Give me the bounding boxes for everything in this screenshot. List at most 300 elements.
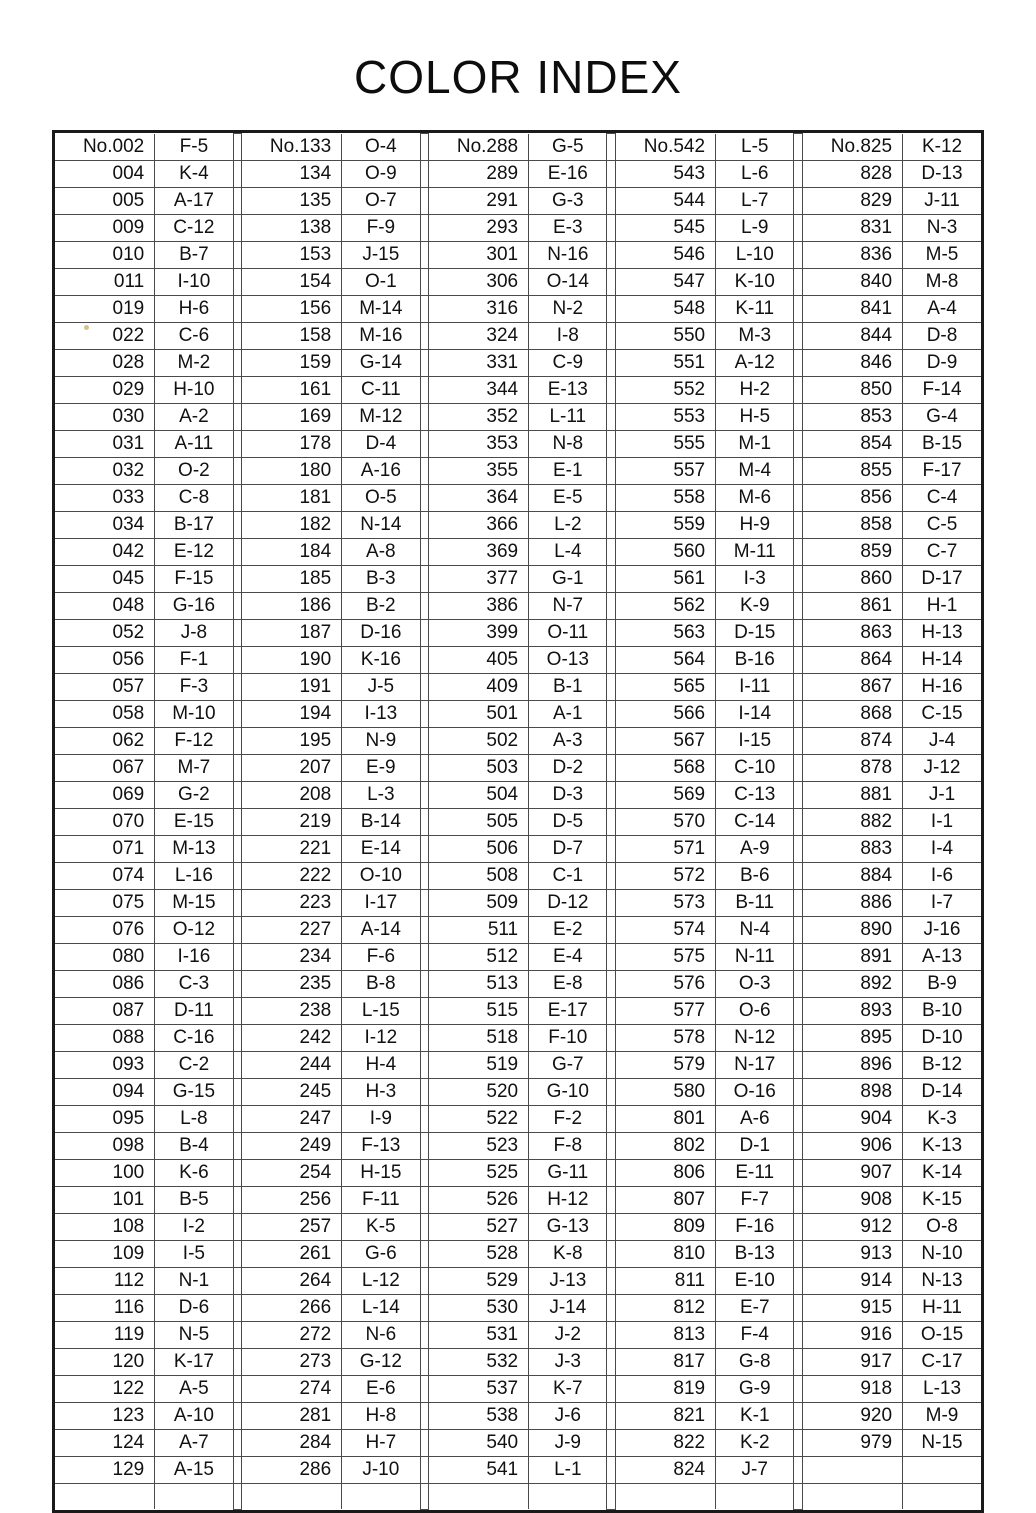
index-code-cell: H-14 [903,646,981,673]
index-number-cell: 324 [429,322,529,349]
column-separator [607,700,616,727]
index-number-cell: No.542 [616,134,716,161]
index-code-cell: B-17 [155,511,233,538]
index-number-cell: 850 [803,376,903,403]
column-separator [607,1159,616,1186]
column-separator [420,241,429,268]
index-number-cell: 195 [242,727,342,754]
column-separator [794,1456,803,1483]
index-code-cell: D-13 [903,160,981,187]
index-number-cell: 056 [55,646,155,673]
index-code-cell: N-14 [342,511,420,538]
column-separator [794,295,803,322]
index-number-cell: 386 [429,592,529,619]
index-code-cell: O-6 [716,997,794,1024]
column-separator [794,1321,803,1348]
column-separator [233,349,242,376]
index-number-cell: 860 [803,565,903,592]
index-number-cell: No.133 [242,134,342,161]
index-code-cell: F-4 [716,1321,794,1348]
index-number-cell: 802 [616,1132,716,1159]
table-row [55,403,981,430]
table-row [55,1051,981,1078]
index-code-cell: F-7 [716,1186,794,1213]
index-code-cell: A-1 [529,700,607,727]
column-separator [420,214,429,241]
index-number-cell: 528 [429,1240,529,1267]
column-separator [420,1294,429,1321]
index-code-cell: L-13 [903,1375,981,1402]
index-code-cell: G-16 [155,592,233,619]
column-separator [420,700,429,727]
index-number-cell: 527 [429,1213,529,1240]
index-number-cell: 540 [429,1429,529,1456]
index-number-cell: 882 [803,808,903,835]
index-number-cell: 080 [55,943,155,970]
column-separator [233,430,242,457]
index-number-cell: 178 [242,430,342,457]
column-separator [607,997,616,1024]
column-separator [420,1078,429,1105]
index-code-cell: M-8 [903,268,981,295]
index-code-cell: K-10 [716,268,794,295]
index-number-cell: 841 [803,295,903,322]
index-number-cell: 244 [242,1051,342,1078]
column-separator [794,1051,803,1078]
table-row [55,1078,981,1105]
index-code-cell: K-17 [155,1348,233,1375]
table-row [55,1402,981,1429]
column-separator [233,1348,242,1375]
table-row [55,1240,981,1267]
index-number-cell: 859 [803,538,903,565]
index-number-cell: 191 [242,673,342,700]
column-separator [233,1240,242,1267]
column-separator [607,754,616,781]
index-code-cell: H-7 [342,1429,420,1456]
index-number-cell: 227 [242,916,342,943]
index-number-cell: 272 [242,1321,342,1348]
index-code-cell: H-4 [342,1051,420,1078]
index-number-cell: 512 [429,943,529,970]
index-code-cell: H-3 [342,1078,420,1105]
index-number-cell: 223 [242,889,342,916]
index-number-cell: 293 [429,214,529,241]
index-code-cell: J-15 [342,241,420,268]
index-number-cell: 100 [55,1159,155,1186]
index-code-cell: A-7 [155,1429,233,1456]
index-number-cell: No.288 [429,134,529,161]
index-code-cell: B-16 [716,646,794,673]
index-number-cell: 185 [242,565,342,592]
index-code-cell: J-7 [716,1456,794,1483]
column-separator [233,160,242,187]
index-code-cell: O-9 [342,160,420,187]
index-number-cell: No.825 [803,134,903,161]
column-separator [607,889,616,916]
column-separator [420,457,429,484]
index-number-cell: 088 [55,1024,155,1051]
index-code-cell: A-4 [903,295,981,322]
index-code-cell: L-6 [716,160,794,187]
index-number-cell: 235 [242,970,342,997]
index-code-cell [903,1456,981,1483]
column-separator [794,727,803,754]
table-row [55,808,981,835]
index-number-cell: 119 [55,1321,155,1348]
index-number-cell: 525 [429,1159,529,1186]
column-separator [794,538,803,565]
index-code-cell: L-7 [716,187,794,214]
table-row [55,430,981,457]
column-separator [420,1186,429,1213]
table-row [55,1321,981,1348]
column-separator [233,1294,242,1321]
column-separator [794,1132,803,1159]
index-number-cell: 238 [242,997,342,1024]
index-code-cell: J-13 [529,1267,607,1294]
index-number-cell: 194 [242,700,342,727]
index-number-cell: 895 [803,1024,903,1051]
column-separator [794,565,803,592]
column-separator [420,134,429,161]
index-code-cell: F-8 [529,1132,607,1159]
index-number-cell: 508 [429,862,529,889]
column-separator [607,1024,616,1051]
index-number-cell: 529 [429,1267,529,1294]
index-code-cell: M-9 [903,1402,981,1429]
column-separator [233,862,242,889]
table-row [55,322,981,349]
index-number-cell: 352 [429,403,529,430]
column-separator [607,376,616,403]
index-code-cell: I-8 [529,322,607,349]
column-separator [233,187,242,214]
index-number-cell: 190 [242,646,342,673]
index-number-cell: 207 [242,754,342,781]
index-code-cell: J-4 [903,727,981,754]
index-code-cell: B-9 [903,970,981,997]
index-code-cell: K-15 [903,1186,981,1213]
column-separator [794,403,803,430]
index-number-cell: 896 [803,1051,903,1078]
index-number-cell: 071 [55,835,155,862]
column-separator [420,808,429,835]
index-code-cell: I-15 [716,727,794,754]
index-code-cell: K-5 [342,1213,420,1240]
column-separator [607,241,616,268]
column-separator [794,754,803,781]
index-number-cell: 399 [429,619,529,646]
index-code-cell: I-5 [155,1240,233,1267]
index-code-cell: A-11 [155,430,233,457]
column-separator [794,268,803,295]
index-number-cell: 123 [55,1402,155,1429]
index-code-cell: I-13 [342,700,420,727]
column-separator [607,134,616,161]
column-separator [794,1294,803,1321]
index-number-cell: 920 [803,1402,903,1429]
column-separator [607,808,616,835]
index-number-cell: 153 [242,241,342,268]
column-separator [607,349,616,376]
column-separator [794,484,803,511]
index-number-cell: 281 [242,1402,342,1429]
index-number-cell: 546 [616,241,716,268]
index-code-cell: I-7 [903,889,981,916]
index-number-cell: 809 [616,1213,716,1240]
index-code-cell: M-5 [903,241,981,268]
column-separator [607,403,616,430]
index-number-cell: 011 [55,268,155,295]
index-code-cell: M-2 [155,349,233,376]
index-code-cell: C-11 [342,376,420,403]
index-number-cell: 242 [242,1024,342,1051]
index-number-cell: 219 [242,808,342,835]
index-number-cell: 045 [55,565,155,592]
index-number-cell: 881 [803,781,903,808]
column-separator [794,511,803,538]
column-separator [607,565,616,592]
index-number-cell: 550 [616,322,716,349]
column-separator [233,970,242,997]
index-code-cell: J-9 [529,1429,607,1456]
index-number-cell: 306 [429,268,529,295]
column-separator [607,835,616,862]
index-number-cell: 031 [55,430,155,457]
paper-speck [84,325,89,330]
index-code-cell: L-3 [342,781,420,808]
column-separator [794,673,803,700]
index-number-cell: 182 [242,511,342,538]
column-separator [420,1132,429,1159]
index-code-cell: B-15 [903,430,981,457]
index-code-cell: D-8 [903,322,981,349]
index-code-cell: K-13 [903,1132,981,1159]
column-separator [233,592,242,619]
index-code-cell: H-5 [716,403,794,430]
index-number-cell: 541 [429,1456,529,1483]
index-number-cell: 531 [429,1321,529,1348]
table-row [55,376,981,403]
index-code-cell: E-10 [716,1267,794,1294]
index-code-cell: N-3 [903,214,981,241]
index-number-cell: 861 [803,592,903,619]
index-code-cell: N-10 [903,1240,981,1267]
index-code-cell: G-3 [529,187,607,214]
index-code-cell: K-16 [342,646,420,673]
table-row [55,1429,981,1456]
index-code-cell: K-9 [716,592,794,619]
index-number-cell: 509 [429,889,529,916]
index-code-cell: C-8 [155,484,233,511]
column-separator [607,1267,616,1294]
index-code-cell: B-5 [155,1186,233,1213]
index-number-cell [803,1483,903,1509]
column-separator [420,1348,429,1375]
index-number-cell: 135 [242,187,342,214]
table-row [55,592,981,619]
index-number-cell: 538 [429,1402,529,1429]
column-separator [607,160,616,187]
column-separator [420,484,429,511]
index-code-cell: K-8 [529,1240,607,1267]
column-separator [607,1186,616,1213]
table-row [55,214,981,241]
index-number-cell: 029 [55,376,155,403]
column-separator [420,511,429,538]
index-number-cell: 028 [55,349,155,376]
index-number-cell: 344 [429,376,529,403]
index-code-cell: I-12 [342,1024,420,1051]
column-separator [420,889,429,916]
index-number-cell: 854 [803,430,903,457]
index-code-cell: K-2 [716,1429,794,1456]
index-code-cell: I-1 [903,808,981,835]
index-code-cell: L-8 [155,1105,233,1132]
table-row [55,673,981,700]
index-code-cell: I-9 [342,1105,420,1132]
column-separator [607,538,616,565]
index-number-cell: 564 [616,646,716,673]
index-code-cell [716,1483,794,1509]
column-separator [233,1375,242,1402]
index-code-cell: F-17 [903,457,981,484]
column-separator [420,565,429,592]
index-number-cell: 913 [803,1240,903,1267]
column-separator [794,430,803,457]
index-number-cell: 120 [55,1348,155,1375]
column-separator [794,808,803,835]
index-code-cell: G-2 [155,781,233,808]
table-row [55,349,981,376]
column-separator [233,1105,242,1132]
index-code-cell: A-2 [155,403,233,430]
table-row [55,295,981,322]
index-number-cell: 883 [803,835,903,862]
index-code-cell: O-7 [342,187,420,214]
index-code-cell: L-9 [716,214,794,241]
index-code-cell: A-9 [716,835,794,862]
index-code-cell: F-14 [903,376,981,403]
index-number-cell: 116 [55,1294,155,1321]
column-separator [420,997,429,1024]
index-code-cell: J-16 [903,916,981,943]
table-row [55,1159,981,1186]
index-number-cell: 573 [616,889,716,916]
index-number-cell: 836 [803,241,903,268]
index-code-cell: L-5 [716,134,794,161]
index-number-cell: 558 [616,484,716,511]
index-code-cell: M-12 [342,403,420,430]
column-separator [794,349,803,376]
index-number-cell: 186 [242,592,342,619]
index-code-cell: N-15 [903,1429,981,1456]
index-code-cell: B-2 [342,592,420,619]
index-code-cell: M-15 [155,889,233,916]
index-code-cell: E-16 [529,160,607,187]
index-number-cell: 817 [616,1348,716,1375]
index-number-cell: 019 [55,295,155,322]
column-separator [233,484,242,511]
column-separator [607,1294,616,1321]
index-number-cell: 511 [429,916,529,943]
index-number-cell: 503 [429,754,529,781]
index-number-cell: 878 [803,754,903,781]
index-code-cell: L-15 [342,997,420,1024]
index-code-cell: B-10 [903,997,981,1024]
index-number-cell: 898 [803,1078,903,1105]
column-separator [233,1024,242,1051]
index-number-cell: 576 [616,970,716,997]
index-number-cell: 181 [242,484,342,511]
index-code-cell: E-5 [529,484,607,511]
index-code-cell: B-11 [716,889,794,916]
column-separator [420,943,429,970]
index-code-cell: M-14 [342,295,420,322]
index-number-cell: 526 [429,1186,529,1213]
index-number-cell: 840 [803,268,903,295]
column-separator [607,646,616,673]
index-code-cell: J-2 [529,1321,607,1348]
index-number-cell: 863 [803,619,903,646]
index-code-cell: K-4 [155,160,233,187]
index-code-cell: D-7 [529,835,607,862]
index-code-cell: D-1 [716,1132,794,1159]
index-code-cell: H-16 [903,673,981,700]
column-separator [607,1375,616,1402]
index-code-cell: N-5 [155,1321,233,1348]
column-separator [233,997,242,1024]
index-code-cell: F-6 [342,943,420,970]
index-number-cell: 069 [55,781,155,808]
index-code-cell: K-14 [903,1159,981,1186]
table-row [55,160,981,187]
index-number-cell: 034 [55,511,155,538]
column-separator [794,646,803,673]
index-code-cell: M-11 [716,538,794,565]
column-separator [794,1159,803,1186]
index-code-cell: H-8 [342,1402,420,1429]
index-code-cell: F-15 [155,565,233,592]
index-number-cell: 563 [616,619,716,646]
index-code-cell: K-11 [716,295,794,322]
index-code-cell: A-17 [155,187,233,214]
index-code-cell: N-17 [716,1051,794,1078]
column-separator [607,214,616,241]
index-code-cell: N-2 [529,295,607,322]
index-code-cell: M-4 [716,457,794,484]
index-number-cell: 042 [55,538,155,565]
index-number-cell: 821 [616,1402,716,1429]
index-number-cell: 917 [803,1348,903,1375]
index-code-cell: C-9 [529,349,607,376]
index-number-cell: 544 [616,187,716,214]
column-separator [794,457,803,484]
table-row [55,538,981,565]
index-code-cell: J-8 [155,619,233,646]
column-separator [233,781,242,808]
index-code-cell: D-5 [529,808,607,835]
index-number-cell: 918 [803,1375,903,1402]
index-number-cell: 094 [55,1078,155,1105]
column-separator [607,619,616,646]
column-separator [794,835,803,862]
column-separator [233,808,242,835]
index-number-cell: 559 [616,511,716,538]
index-number-cell: 864 [803,646,903,673]
column-separator [607,781,616,808]
